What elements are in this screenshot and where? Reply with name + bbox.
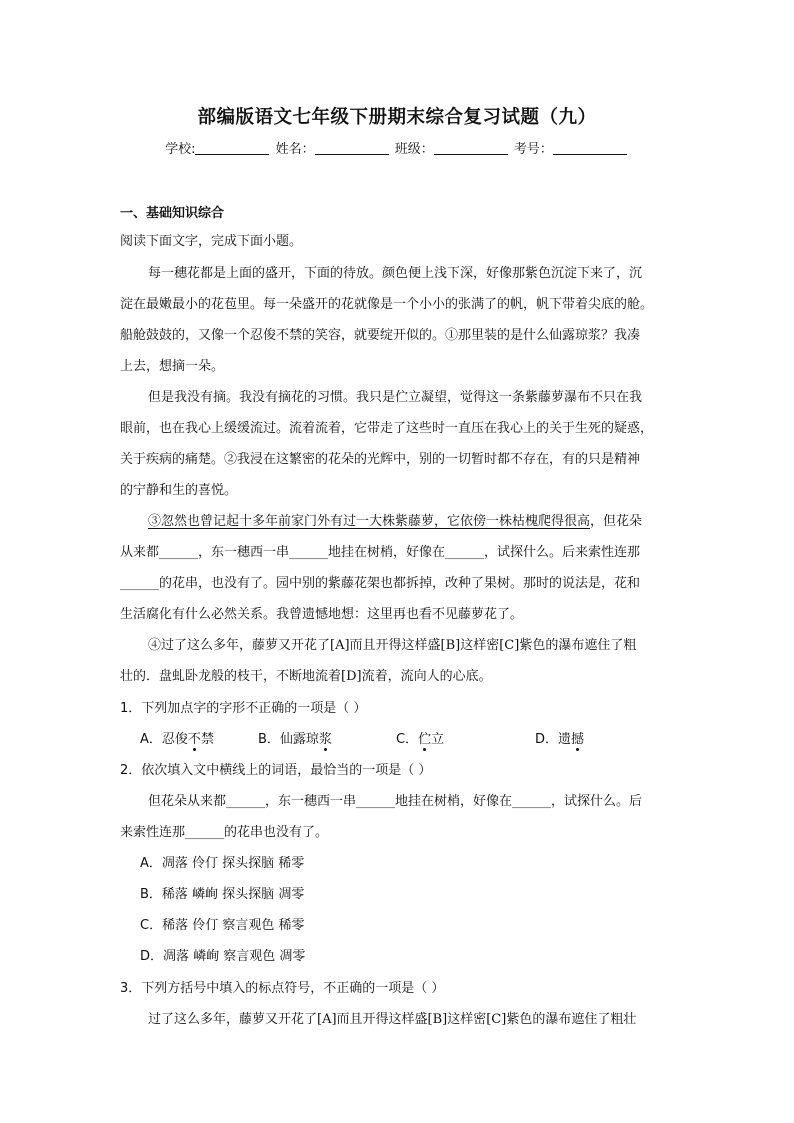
q1-option-a[interactable] bbox=[140, 728, 214, 747]
option-text: 禁 bbox=[200, 732, 214, 747]
passage-line: 船舱鼓鼓的，又像一个忍俊不禁的笑容，就要绽开似的。①那里装的是什么仙露琼浆？我凑 bbox=[120, 328, 641, 343]
passage-fragment: ，但花朵 bbox=[590, 514, 643, 529]
student-info-line bbox=[0, 138, 794, 157]
passage-line: 的宁静和生的喜悦。 bbox=[120, 483, 238, 498]
option-letter: A． bbox=[140, 732, 162, 747]
passage-line: 壮的．盘虬卧龙般的枝干，不断地流着[D]流着，流向人的心底。 bbox=[120, 669, 492, 684]
passage-line: ④过了这么多年，藤萝又开花了[A]而且开得这样盛[B]这样密[C]紫色的瀑布遮住了粗 bbox=[148, 638, 637, 653]
class-blank[interactable] bbox=[434, 141, 508, 155]
dotted-char: 伫 bbox=[418, 732, 432, 747]
name-label: 姓名： bbox=[275, 142, 315, 157]
option-text: 仙露琼 bbox=[279, 732, 319, 747]
passage-line: 上去，想摘一朵。 bbox=[120, 359, 225, 374]
passage-line: 每一穗花都是上面的盛开，下面的待放。颜色便上浅下深，好像那紫色沉淀下来了，沉 bbox=[148, 266, 643, 281]
school-blank[interactable] bbox=[195, 141, 269, 155]
question-context-line: 来索性连那______的花串也没有了。 bbox=[120, 825, 329, 840]
school-label: 学校: bbox=[165, 142, 196, 157]
option-letter: B． bbox=[258, 732, 280, 747]
passage-line: 关于疾病的痛楚。②我浸在这繁密的花朵的光辉中，别的一切暂时都不存在，有的只是精神 bbox=[120, 452, 641, 467]
q1-option-c[interactable] bbox=[396, 728, 444, 747]
passage-line: 眼前，也在我心上缓缓流过。流着流着，它带走了这些时一直压在我心上的关于生死的疑惑， bbox=[120, 421, 654, 436]
question-context-line: 但花朵从来都______，东一穗西一串______地挂在树梢，好像在______，试探什么。后 bbox=[148, 794, 643, 809]
q2-option-b[interactable]: B．稀落 嶙峋 探头探脑 凋零 bbox=[140, 887, 305, 902]
name-blank[interactable] bbox=[315, 141, 389, 155]
dotted-char: 浆 bbox=[318, 732, 332, 747]
option-text: 立 bbox=[431, 732, 445, 747]
q1-option-d[interactable] bbox=[535, 728, 584, 747]
number-label: 考号： bbox=[513, 142, 553, 157]
q2-option-a[interactable]: A．凋落 伶仃 探头探脑 稀零 bbox=[140, 856, 305, 871]
q2-option-d[interactable]: D．凋落 嶙峋 察言观色 凋零 bbox=[140, 949, 306, 964]
number-blank[interactable] bbox=[553, 141, 627, 155]
passage-line: 生活腐化有什么必然关系。我曾遗憾地想：这里再也看不见藤萝花了。 bbox=[120, 607, 524, 622]
option-text: 遗 bbox=[558, 732, 572, 747]
question-context-line: 过了这么多年，藤萝又开花了[A]而且开得这样盛[B]这样密[C]紫色的瀑布遮住了粗壮 bbox=[148, 1012, 637, 1027]
passage-line bbox=[120, 510, 675, 529]
instruction: 阅读下面文字，完成下面小题。 bbox=[120, 234, 303, 249]
dotted-char: 不 bbox=[187, 732, 201, 747]
question-2-stem: 2．依次填入文中横线上的词语，最恰当的一项是（ ） bbox=[120, 763, 432, 778]
passage-line: ______的花串，也没有了。园中别的紫藤花架也都拆掉，改种了果树。那时的说法是，花和 bbox=[120, 576, 641, 591]
option-letter: D． bbox=[535, 732, 559, 747]
q1-option-b[interactable] bbox=[258, 728, 332, 747]
class-label: 班级： bbox=[394, 142, 434, 157]
passage-line: 但是我没有摘。我没有摘花的习惯。我只是伫立凝望，觉得这一条紫藤萝瀑布不只在我 bbox=[148, 390, 643, 405]
dotted-char: 撼 bbox=[571, 732, 585, 747]
option-letter: C． bbox=[396, 732, 419, 747]
question-1-stem: 1．下列加点字的字形不正确的一项是（ ） bbox=[120, 701, 367, 716]
section-title: 一、基础知识综合 bbox=[120, 206, 225, 221]
underlined-sentence: ③忽然也曾记起十多年前家门外有过一大株紫藤萝，它依傍一株枯槐爬得很高 bbox=[148, 514, 591, 529]
question-3-stem: 3．下列方括号中填入的标点符号，不正确的一项是（ ） bbox=[120, 981, 445, 996]
page-title: 部编版语文七年级下册期末综合复习试题（九） bbox=[197, 107, 597, 128]
q2-option-c[interactable]: C．稀落 伶仃 察言观色 稀零 bbox=[140, 918, 305, 933]
option-text: 忍俊 bbox=[161, 732, 188, 747]
passage-line: 从来都______，东一穗西一串______地挂在树梢，好像在______，试探什么。后来索性连那 bbox=[120, 545, 641, 560]
passage-line: 淀在最嫩最小的花苞里。每一朵盛开的花就像是一个小小的张满了的帆，帆下带着尖底的舱。 bbox=[120, 297, 654, 312]
